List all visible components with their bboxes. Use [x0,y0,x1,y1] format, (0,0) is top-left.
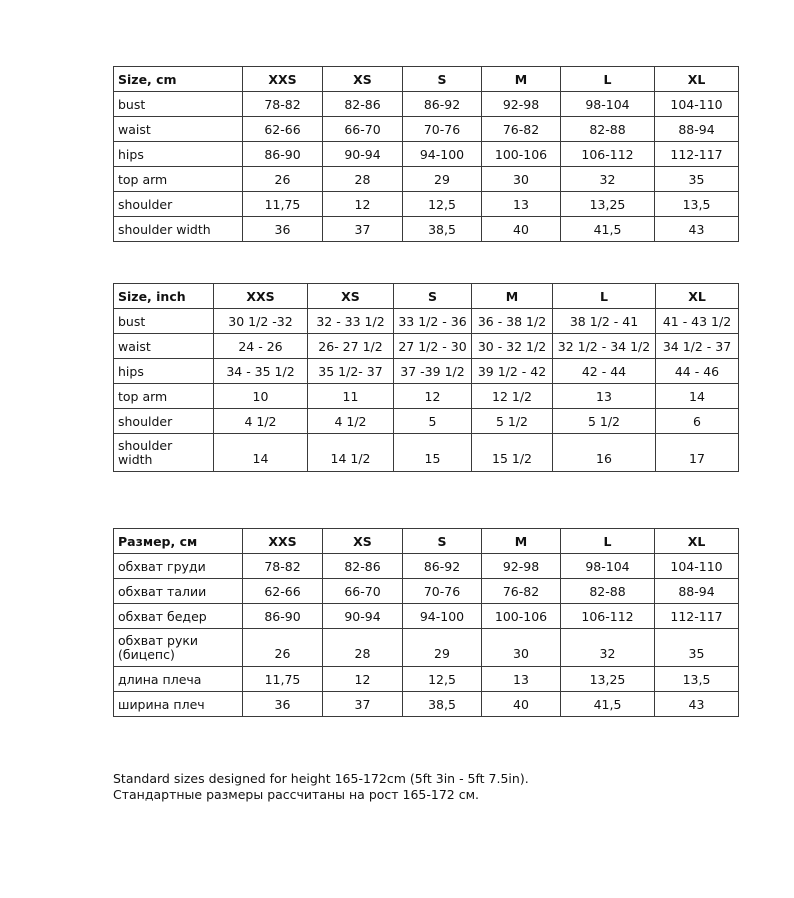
table-cell: 40 [482,217,561,242]
table-cell: 104-110 [655,554,739,579]
table-header-row [114,284,739,309]
table-cell: 24 - 26 [214,334,308,359]
header-cell-label: Размер, см [114,529,243,554]
table-cell: 29 [403,167,482,192]
table-cell: 32 [561,629,655,667]
header-cell-xxs: XXS [214,284,308,309]
table-cell: 37 [323,217,403,242]
table-cell: 30 [482,167,561,192]
height-note-english: Standard sizes designed for height 165-172cm (5ft 3in - 5ft 7.5in). [113,771,529,786]
table-row-top-arm [114,384,739,409]
table-cell: 90-94 [323,142,403,167]
table-cell: 62-66 [243,579,323,604]
table-cell: 94-100 [403,604,482,629]
table-cell: 92-98 [482,92,561,117]
row-label: shoulder [114,409,214,434]
table-cell: 34 1/2 - 37 [656,334,739,359]
table-cell: 86-92 [403,554,482,579]
table-cell: 106-112 [561,604,655,629]
table-cell: 33 1/2 - 36 [394,309,472,334]
table-row-hips [114,359,739,384]
header-cell-s: S [394,284,472,309]
table-cell: 41 - 43 1/2 [656,309,739,334]
header-cell-s: S [403,67,482,92]
table-cell: 94-100 [403,142,482,167]
table-cell: 32 [561,167,655,192]
table-cell: 26- 27 1/2 [308,334,394,359]
table-cell: 78-82 [243,554,323,579]
row-label: shoulder width [114,217,243,242]
table-cell: 14 1/2 [308,434,394,472]
table-row-bust [114,309,739,334]
header-cell-l: L [561,529,655,554]
table-cell: 29 [403,629,482,667]
table-header-row [114,529,739,554]
table-cell: 5 1/2 [553,409,656,434]
table-cell: 27 1/2 - 30 [394,334,472,359]
table-cell: 12 [323,667,403,692]
table-row-bust [114,554,739,579]
table-cell: 39 1/2 - 42 [472,359,553,384]
table-cell: 32 1/2 - 34 1/2 [553,334,656,359]
table-cell: 35 [655,629,739,667]
header-cell-m: M [482,67,561,92]
table-cell: 86-90 [243,142,323,167]
table-cell: 88-94 [655,579,739,604]
table-cell: 16 [553,434,656,472]
table-cell: 12,5 [403,667,482,692]
table-cell: 11,75 [243,667,323,692]
size-table-inch [113,283,739,472]
table-cell: 15 [394,434,472,472]
row-label: обхват талии [114,579,243,604]
table-cell: 100-106 [482,142,561,167]
table-cell: 5 1/2 [472,409,553,434]
header-cell-xs: XS [323,67,403,92]
table-cell: 112-117 [655,604,739,629]
table-cell: 4 1/2 [308,409,394,434]
table-cell: 13 [482,192,561,217]
table-cell: 38,5 [403,217,482,242]
table-cell: 4 1/2 [214,409,308,434]
header-cell-xl: XL [655,529,739,554]
table-cell: 11,75 [243,192,323,217]
table-cell: 41,5 [561,217,655,242]
header-cell-xl: XL [656,284,739,309]
table-cell: 92-98 [482,554,561,579]
table-cell: 10 [214,384,308,409]
table-cell: 82-88 [561,579,655,604]
table-row-shoulder [114,409,739,434]
table-cell: 36 [243,692,323,717]
table-cell: 37 -39 1/2 [394,359,472,384]
table-cell: 88-94 [655,117,739,142]
table-cell: 82-88 [561,117,655,142]
header-cell-label: Size, inch [114,284,214,309]
table-cell: 70-76 [403,117,482,142]
table-cell: 12 [323,192,403,217]
row-label: обхват руки (бицепс) [114,629,243,667]
row-label: длина плеча [114,667,243,692]
header-cell-xxs: XXS [243,67,323,92]
header-cell-xl: XL [655,67,739,92]
table-cell: 78-82 [243,92,323,117]
table-row-shoulder-width [114,217,739,242]
table-cell: 70-76 [403,579,482,604]
table-row-waist [114,579,739,604]
table-cell: 112-117 [655,142,739,167]
table-cell: 76-82 [482,579,561,604]
table-cell: 82-86 [323,92,403,117]
table-cell: 98-104 [561,92,655,117]
table-cell: 38,5 [403,692,482,717]
table-row-top-arm [114,167,739,192]
header-cell-xs: XS [323,529,403,554]
table-cell: 100-106 [482,604,561,629]
header-cell-l: L [561,67,655,92]
table-cell: 66-70 [323,117,403,142]
table-cell: 6 [656,409,739,434]
header-cell-m: M [472,284,553,309]
table-cell: 36 [243,217,323,242]
table-cell: 62-66 [243,117,323,142]
table-cell: 12 [394,384,472,409]
header-cell-m: M [482,529,561,554]
row-label: shoulder [114,192,243,217]
table-cell: 30 [482,629,561,667]
table-cell: 12 1/2 [472,384,553,409]
row-label: bust [114,92,243,117]
header-cell-l: L [553,284,656,309]
table-cell: 66-70 [323,579,403,604]
table-row-shoulder-width [114,692,739,717]
table-cell: 38 1/2 - 41 [553,309,656,334]
header-cell-label: Size, cm [114,67,243,92]
row-label: hips [114,359,214,384]
table-cell: 90-94 [323,604,403,629]
table-cell: 13 [553,384,656,409]
table-cell: 34 - 35 1/2 [214,359,308,384]
table-cell: 30 1/2 -32 [214,309,308,334]
header-cell-xs: XS [308,284,394,309]
size-table-ru [113,528,739,717]
table-cell: 13,5 [655,667,739,692]
table-cell: 13,25 [561,192,655,217]
header-cell-s: S [403,529,482,554]
table-row-top-arm [114,629,739,667]
table-cell: 26 [243,167,323,192]
table-row-waist [114,334,739,359]
table-cell: 5 [394,409,472,434]
table-cell: 86-92 [403,92,482,117]
table-cell: 43 [655,217,739,242]
row-label: ширина плеч [114,692,243,717]
table-cell: 41,5 [561,692,655,717]
table-row-shoulder-width [114,434,739,472]
table-cell: 14 [656,384,739,409]
table-cell: 37 [323,692,403,717]
table-row-bust [114,92,739,117]
row-label: bust [114,309,214,334]
table-row-hips [114,142,739,167]
table-cell: 13,25 [561,667,655,692]
table-cell: 30 - 32 1/2 [472,334,553,359]
row-label: waist [114,334,214,359]
table-header-row [114,67,739,92]
table-cell: 106-112 [561,142,655,167]
table-cell: 28 [323,629,403,667]
table-cell: 26 [243,629,323,667]
table-cell: 12,5 [403,192,482,217]
table-cell: 17 [656,434,739,472]
row-label: top arm [114,384,214,409]
table-cell: 43 [655,692,739,717]
table-row-shoulder [114,667,739,692]
table-cell: 14 [214,434,308,472]
row-label: shoulder width [114,434,214,472]
table-cell: 86-90 [243,604,323,629]
table-cell: 98-104 [561,554,655,579]
table-row-shoulder [114,192,739,217]
row-label: waist [114,117,243,142]
table-cell: 36 - 38 1/2 [472,309,553,334]
table-cell: 13 [482,667,561,692]
table-cell: 35 [655,167,739,192]
height-note-russian: Стандартные размеры рассчитаны на рост 165-172 см. [113,787,480,802]
table-cell: 32 - 33 1/2 [308,309,394,334]
row-label: hips [114,142,243,167]
table-cell: 28 [323,167,403,192]
table-cell: 35 1/2- 37 [308,359,394,384]
table-cell: 44 - 46 [656,359,739,384]
table-cell: 15 1/2 [472,434,553,472]
size-table-cm [113,66,739,242]
table-cell: 76-82 [482,117,561,142]
row-label: обхват груди [114,554,243,579]
table-row-waist [114,117,739,142]
header-cell-xxs: XXS [243,529,323,554]
table-cell: 42 - 44 [553,359,656,384]
table-cell: 11 [308,384,394,409]
table-cell: 104-110 [655,92,739,117]
table-cell: 82-86 [323,554,403,579]
table-row-hips [114,604,739,629]
row-label: top arm [114,167,243,192]
row-label: обхват бедер [114,604,243,629]
table-cell: 40 [482,692,561,717]
table-cell: 13,5 [655,192,739,217]
